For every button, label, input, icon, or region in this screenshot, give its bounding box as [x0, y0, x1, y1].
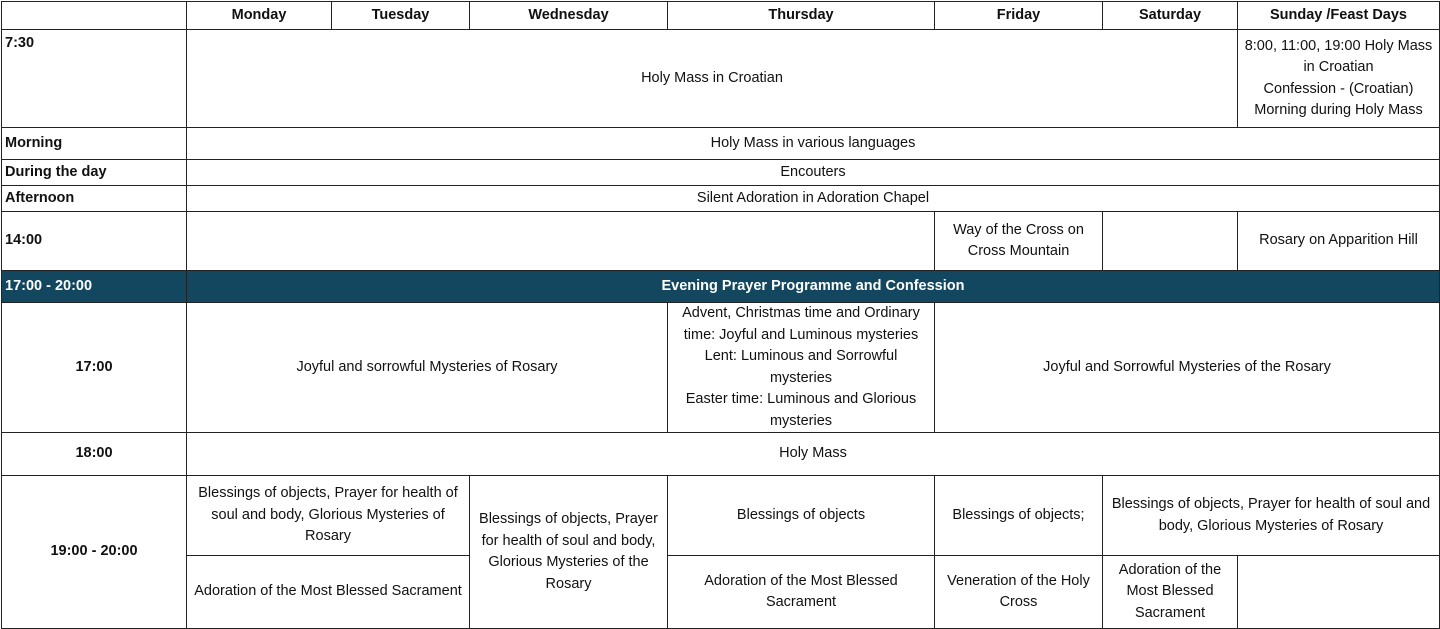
cell-1900-friday-blessings: Blessings of objects; [935, 476, 1103, 556]
cell-1800: Holy Mass [187, 433, 1440, 476]
time-label-afternoon: Afternoon [2, 186, 187, 212]
cell-0730-weekdays: Holy Mass in Croatian [187, 30, 1238, 128]
time-label-1900: 19:00 - 20:00 [2, 476, 187, 629]
cell-afternoon: Silent Adoration in Adoration Chapel [187, 186, 1440, 212]
thursday-rosary-lent: Lent: Luminous and Sorrowful mysteries [704, 348, 898, 386]
row-1700 [2, 303, 1440, 433]
header-saturday: Saturday [1103, 2, 1238, 30]
header-corner [2, 2, 187, 30]
cell-1900-saturday-adoration: Adoration of the Most Blessed Sacrament [1103, 556, 1238, 629]
cell-morning: Holy Mass in various languages [187, 128, 1440, 160]
cell-1400-sunday: Rosary on Apparition Hill [1238, 212, 1440, 271]
cell-1700-mon-wed: Joyful and sorrowful Mysteries of Rosary [187, 303, 668, 433]
evening-programme-title: Evening Prayer Programme and Confession [187, 271, 1440, 303]
cell-1400-mon-thu [187, 212, 935, 271]
cell-during-day: Encouters [187, 160, 1440, 186]
thursday-rosary-ordinary: Advent, Christmas time and Ordinary time: Joyful and Luminous mysteries [682, 305, 920, 343]
cell-1900-sat-sun-blessings: Blessings of objects, Prayer for health of soul and body, Glorious Mysteries of Rosary [1103, 476, 1440, 556]
row-during-day [2, 160, 1440, 186]
cell-1900-mon-tue-adoration: Adoration of the Most Blessed Sacrament [187, 556, 470, 629]
cell-1400-saturday [1103, 212, 1238, 271]
row-1400 [2, 212, 1440, 271]
header-wednesday: Wednesday [470, 2, 668, 30]
header-tuesday: Tuesday [332, 2, 470, 30]
sunday-confession: Confession - (Croatian) Morning during Holy Mass [1254, 80, 1423, 118]
sunday-mass-times: 8:00, 11:00, 19:00 Holy Mass in Croatian [1244, 37, 1433, 75]
mass-schedule-table [1, 1, 1440, 629]
time-label-during-day: During the day [2, 160, 187, 186]
row-morning [2, 128, 1440, 160]
time-label-1700: 17:00 [2, 303, 187, 433]
cell-1700-fri-sun: Joyful and Sorrowful Mysteries of the Rosary [935, 303, 1440, 433]
time-label-evening: 17:00 - 20:00 [2, 271, 187, 303]
cell-1900-friday-veneration: Veneration of the Holy Cross [935, 556, 1103, 629]
cell-1700-thursday [668, 303, 935, 433]
cell-1900-thursday-adoration: Adoration of the Most Blessed Sacrament [668, 556, 935, 629]
time-label-0730: 7:30 [2, 30, 187, 128]
row-1800 [2, 433, 1440, 476]
header-row [2, 2, 1440, 30]
header-friday: Friday [935, 2, 1103, 30]
cell-1900-wednesday: Blessings of objects, Prayer for health of soul and body, Glorious Mysteries of the Rosary [470, 476, 668, 629]
cell-1900-mon-tue-blessings: Blessings of objects, Prayer for health of soul and body, Glorious Mysteries of Rosary [187, 476, 470, 556]
cell-1400-friday: Way of the Cross on Cross Mountain [935, 212, 1103, 271]
time-label-1400: 14:00 [2, 212, 187, 271]
row-0730 [2, 30, 1440, 128]
thursday-rosary-easter: Easter time: Luminous and Glorious mysteries [685, 391, 917, 429]
row-1900-a [2, 476, 1440, 556]
header-monday: Monday [187, 2, 332, 30]
cell-1900-thursday-blessings: Blessings of objects [668, 476, 935, 556]
cell-0730-sunday [1238, 30, 1440, 128]
time-label-morning: Morning [2, 128, 187, 160]
row-afternoon [2, 186, 1440, 212]
row-evening-band [2, 271, 1440, 303]
time-label-1800: 18:00 [2, 433, 187, 476]
header-thursday: Thursday [668, 2, 935, 30]
header-sunday: Sunday /Feast Days [1238, 2, 1440, 30]
